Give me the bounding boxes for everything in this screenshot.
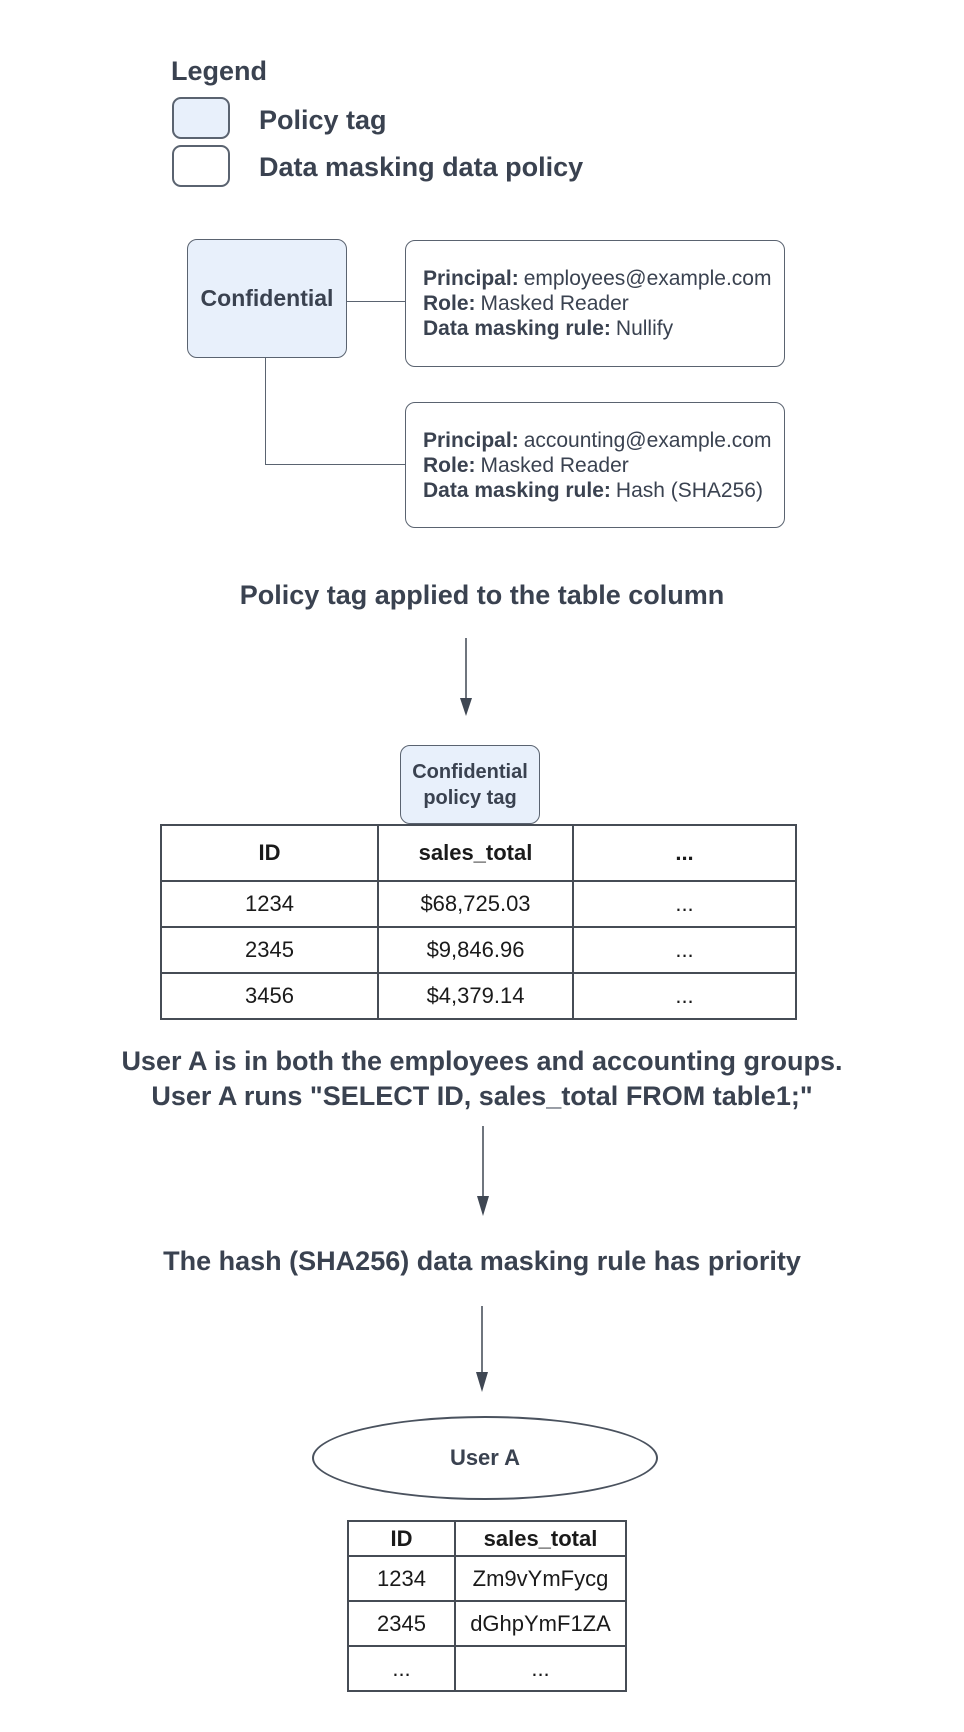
policy2-principal-label: Principal: [423,429,519,452]
policy1-role-line [423,291,784,316]
policy-tag-confidential [187,239,347,358]
heading-user-a-groups [0,1044,964,1114]
source-table-header-row [161,825,796,881]
table-row [161,973,796,1019]
source-table [160,824,797,1020]
table-row [348,1601,626,1646]
user-a-label: User A [449,1445,521,1470]
policy1-role-value: Masked Reader [480,292,629,315]
result-cell: Zm9vYmFycg [455,1556,626,1601]
result-table-header-id: ID [348,1521,455,1556]
source-table-header-id: ID [161,825,378,881]
policy2-rule-value: Hash (SHA256) [615,479,763,502]
source-cell: ... [573,881,796,927]
source-cell: 1234 [161,881,378,927]
table-row [161,881,796,927]
policy2-rule-label: Data masking rule: [423,479,611,502]
source-cell: $4,379.14 [378,973,573,1019]
policy2-role-value: Masked Reader [480,454,629,477]
policy1-role-label: Role: [423,292,476,315]
arrow-down-icon [474,1306,490,1394]
user-a-ellipse [312,1416,658,1500]
heading-policy-tag-applied: Policy tag applied to the table column [239,580,725,610]
result-cell: ... [455,1646,626,1691]
policy2-principal-value: accounting@example.com [523,429,772,452]
policy1-principal-value: employees@example.com [523,267,772,290]
source-cell: 3456 [161,973,378,1019]
heading-hash-priority: The hash (SHA256) data masking rule has priority [163,1246,801,1276]
result-cell: dGhpYmF1ZA [455,1601,626,1646]
policy2-role-label: Role: [423,454,476,477]
result-cell: 2345 [348,1601,455,1646]
table-row [348,1556,626,1601]
connector-confidential-to-policy1 [347,301,405,302]
policy1-rule-label: Data masking rule: [423,317,611,340]
column-policy-tag [400,745,540,824]
source-table-header-sales-total: sales_total [378,825,573,881]
result-cell: 1234 [348,1556,455,1601]
policy-tag-confidential-label: Confidential [200,285,334,311]
heading-user-a-groups-line1: User A is in both the employees and accounting groups. [121,1046,843,1076]
arrow-down-icon [475,1126,491,1218]
connector-confidential-to-policy2 [265,464,405,465]
column-policy-tag-line2: policy tag [423,786,517,809]
legend-swatch-data-policy [172,145,230,187]
policy2-rule-line [423,478,784,503]
heading-user-a-query-line2: User A runs "SELECT ID, sales_total FROM table1;" [151,1081,813,1111]
result-table-header-row [348,1521,626,1556]
policy2-principal-line [423,428,784,453]
data-policy-box-nullify [405,240,785,367]
legend-label-data-policy: Data masking data policy [259,152,584,182]
result-table [347,1520,627,1692]
source-cell: $9,846.96 [378,927,573,973]
column-policy-tag-label [412,759,528,811]
result-table-header-sales-total: sales_total [455,1521,626,1556]
source-cell: ... [573,973,796,1019]
connector-confidential-elbow-vertical [265,358,266,465]
policy1-rule-line [423,316,784,341]
legend-label-policy-tag: Policy tag [259,105,387,135]
policy1-principal-label: Principal: [423,267,519,290]
source-cell: $68,725.03 [378,881,573,927]
data-policy-box-hash [405,402,785,528]
source-table-header-ellipsis: ... [573,825,796,881]
policy1-principal-line [423,266,784,291]
source-cell: ... [573,927,796,973]
legend-title: Legend [171,56,268,86]
arrow-down-icon [458,638,474,718]
legend-swatch-policy-tag [172,97,230,139]
result-cell: ... [348,1646,455,1691]
column-policy-tag-line1: Confidential [412,760,528,783]
policy1-rule-value: Nullify [615,317,674,340]
policy2-role-line [423,453,784,478]
source-cell: 2345 [161,927,378,973]
table-row [348,1646,626,1691]
table-row [161,927,796,973]
